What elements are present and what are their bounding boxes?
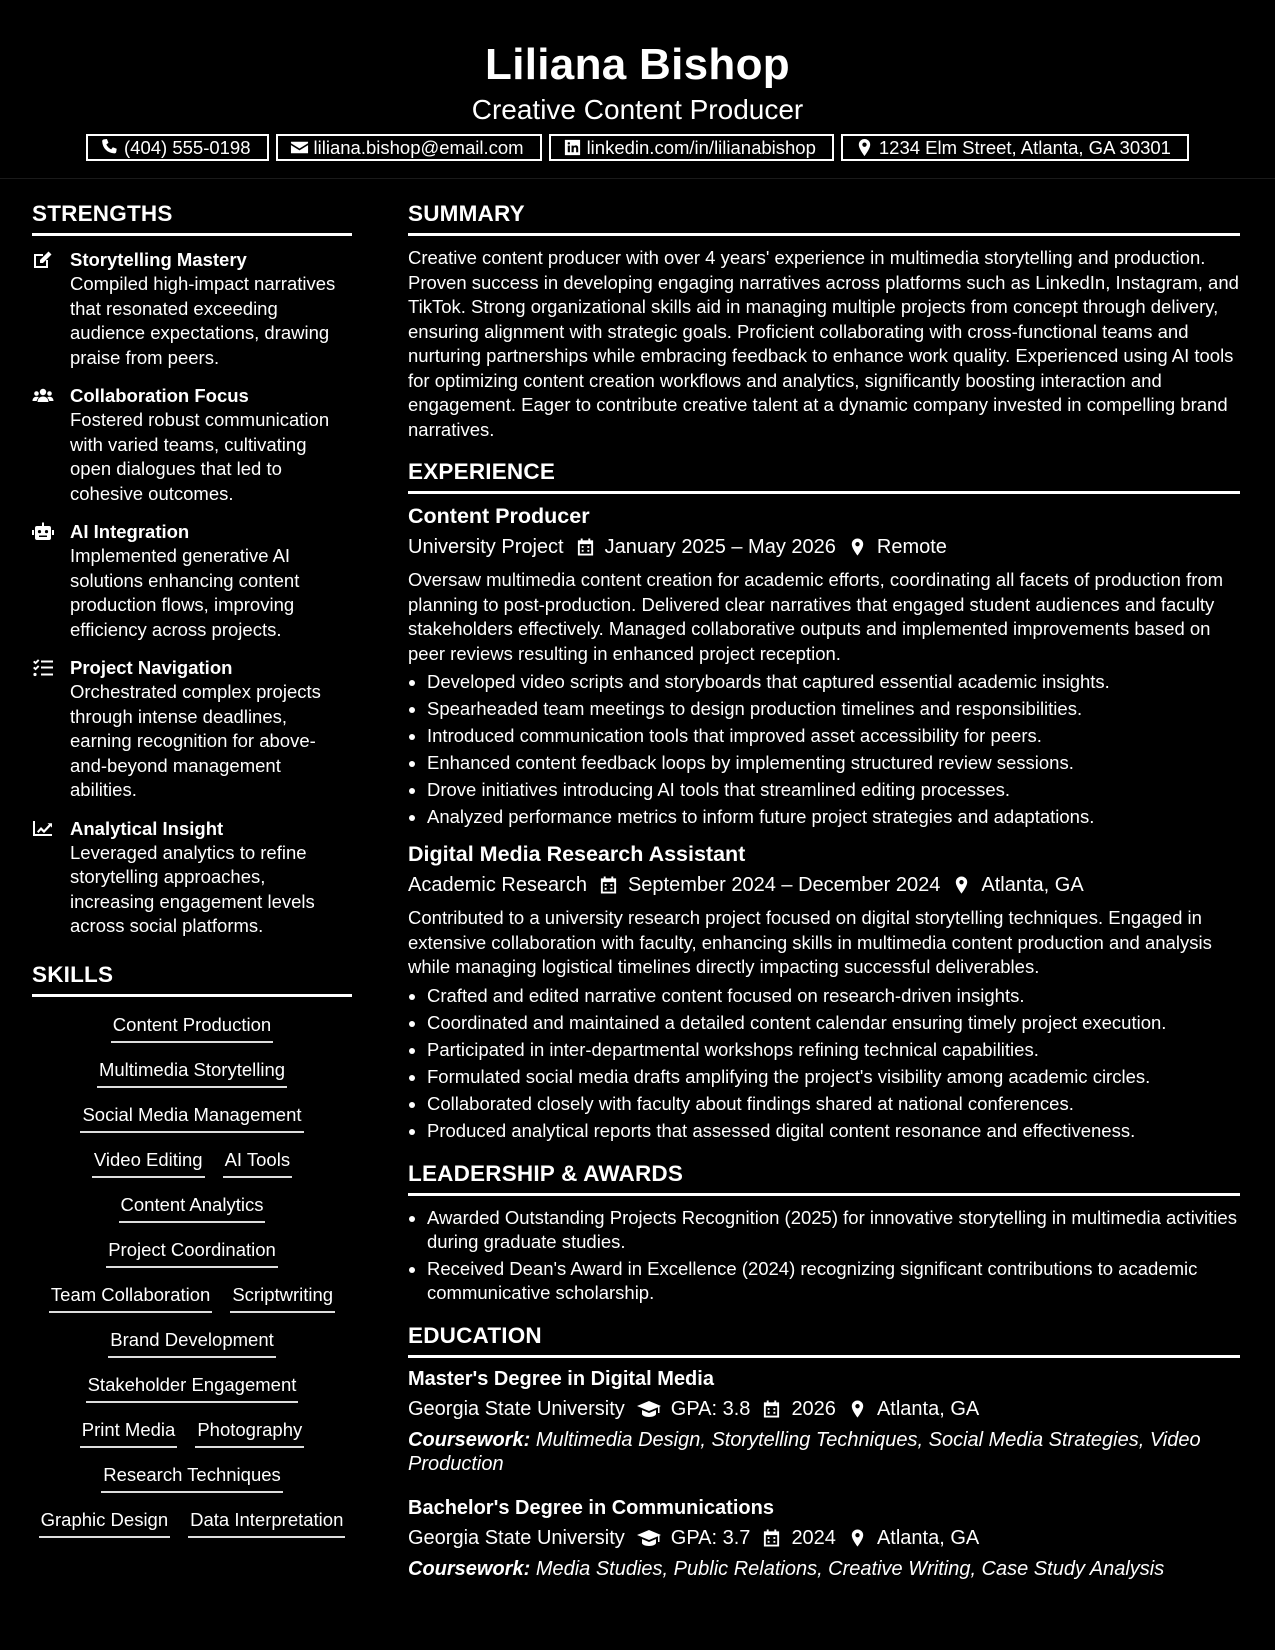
skill-row bbox=[32, 1103, 352, 1148]
degree-gpa: GPA: 3.8 bbox=[670, 1397, 751, 1420]
degree-year: 2026 bbox=[791, 1397, 836, 1420]
skill-row bbox=[32, 1013, 352, 1058]
envelope-icon bbox=[290, 138, 309, 157]
degree-coursework bbox=[408, 1428, 1240, 1477]
degree-location: Atlanta, GA bbox=[876, 1526, 980, 1549]
skill-row bbox=[32, 1508, 352, 1553]
strength-title: Collaboration Focus bbox=[70, 385, 249, 406]
degree-gpa: GPA: 3.7 bbox=[670, 1526, 751, 1549]
job-meta bbox=[408, 870, 1240, 900]
job-location: Remote bbox=[876, 536, 947, 558]
job-entry bbox=[408, 502, 1240, 830]
list-item: • Spearheaded team meetings to design production timelines and responsibilities. bbox=[427, 695, 1240, 722]
list-item: • Awarded Outstanding Projects Recognition (2025) for innovative storytelling in multimedia activities during graduate studies. bbox=[427, 1206, 1240, 1255]
job-dates: September 2024 – December 2024 bbox=[627, 874, 941, 896]
strengths-heading: STRENGTHS bbox=[32, 200, 352, 236]
coursework-text: Multimedia Design, Storytelling Techniques, Social Media Strategies, Video Production bbox=[408, 1428, 1201, 1475]
strength-item bbox=[32, 248, 352, 370]
degree-title: Bachelor's Degree in Communications bbox=[408, 1496, 774, 1519]
job-description: Oversaw multimedia content creation for academic efforts, coordinating all facets of production from planning to post-production. Delivered clear narratives that engaged student audiences and faculty stakeholders effectively. Managed collaborative outputs and implemented improvements based on peer reviews resulting in enhanced project reception. bbox=[408, 569, 1224, 664]
list-item: • Collaborated closely with faculty about findings shared at national conferences. bbox=[427, 1090, 1240, 1117]
candidate-role: Creative Content Producer bbox=[471, 94, 804, 125]
skills-heading: SKILLS bbox=[32, 961, 352, 997]
graduation-cap-icon bbox=[637, 1399, 661, 1419]
degree-coursework bbox=[408, 1557, 1240, 1582]
strength-title: AI Integration bbox=[70, 521, 190, 542]
skill-tag: Multimedia Storytelling bbox=[97, 1058, 287, 1088]
contact-address-text: 1234 Elm Street, Atlanta, GA 30301 bbox=[878, 136, 1171, 158]
list-item: • Participated in inter-departmental workshops refining technical capabilities. bbox=[427, 1036, 1240, 1063]
summary-heading: SUMMARY bbox=[408, 200, 1240, 236]
job-dates: January 2025 – May 2026 bbox=[604, 536, 836, 558]
list-item: • Introduced communication tools that improved asset accessibility for peers. bbox=[427, 722, 1240, 749]
sidebar bbox=[32, 200, 352, 1553]
graduation-cap-icon bbox=[637, 1528, 661, 1548]
contact-bar bbox=[0, 134, 1275, 161]
skill-tag: Team Collaboration bbox=[49, 1283, 212, 1313]
resume-header bbox=[0, 0, 1275, 179]
strength-title: Storytelling Mastery bbox=[70, 249, 247, 270]
degree-meta bbox=[408, 1394, 1240, 1424]
linkedin-icon bbox=[563, 138, 582, 157]
skill-tag: Project Coordination bbox=[106, 1238, 278, 1268]
list-item: • Received Dean's Award in Excellence (2024) recognizing significant contributions to academic communicative scholarship. bbox=[427, 1257, 1240, 1306]
robot-icon bbox=[32, 522, 54, 542]
skill-tag: Photography bbox=[195, 1418, 304, 1448]
skill-row bbox=[32, 1283, 352, 1328]
skill-tag: Stakeholder Engagement bbox=[86, 1373, 299, 1403]
list-item: • Coordinated and maintained a detailed content calendar ensuring timely project execution. bbox=[427, 1009, 1240, 1036]
strength-item bbox=[32, 817, 352, 939]
strength-item bbox=[32, 520, 352, 642]
skill-row bbox=[32, 1148, 352, 1193]
skill-tag: Data Interpretation bbox=[188, 1508, 345, 1538]
main-column bbox=[408, 200, 1240, 1581]
leadership-heading: LEADERSHIP & AWARDS bbox=[408, 1160, 1240, 1196]
list-item: • Formulated social media drafts amplifying the project's visibility among academic circles. bbox=[427, 1063, 1240, 1090]
skill-row bbox=[32, 1418, 352, 1463]
skill-row bbox=[32, 1058, 352, 1103]
skill-tag: AI Tools bbox=[223, 1148, 292, 1178]
map-pin-icon bbox=[855, 138, 874, 157]
skill-row bbox=[32, 1373, 352, 1418]
skill-tag: Graphic Design bbox=[39, 1508, 171, 1538]
degree-title: Master's Degree in Digital Media bbox=[408, 1367, 714, 1390]
experience-heading: EXPERIENCE bbox=[408, 458, 1240, 494]
candidate-name: Liliana Bishop bbox=[485, 40, 790, 89]
contact-email[interactable] bbox=[276, 134, 542, 161]
contact-phone[interactable] bbox=[86, 134, 269, 161]
coursework-label: Coursework: bbox=[408, 1428, 531, 1451]
contact-phone-text: (404) 555-0198 bbox=[124, 136, 251, 158]
degree-location: Atlanta, GA bbox=[876, 1397, 980, 1420]
skill-tag: Research Techniques bbox=[101, 1463, 283, 1493]
list-check-icon bbox=[32, 658, 54, 678]
users-icon bbox=[32, 386, 54, 406]
job-description: Contributed to a university research project focused on digital storytelling techniques. Engaged in extensive collaboration with faculty, enhancing skills in multimedia content production and analysis while managing logistical timelines directly impacting successful deliverables. bbox=[408, 907, 1212, 977]
awards-list bbox=[408, 1206, 1240, 1306]
contact-email-text: liliana.bishop@email.com bbox=[313, 136, 524, 158]
list-item: • Enhanced content feedback loops by implementing structured review sessions. bbox=[427, 749, 1240, 776]
job-bullets bbox=[408, 982, 1240, 1144]
calendar-icon bbox=[576, 537, 595, 557]
skill-tag: Content Analytics bbox=[119, 1193, 266, 1223]
coursework-label: Coursework: bbox=[408, 1557, 531, 1580]
degree-entry bbox=[408, 1495, 1240, 1582]
job-title: Digital Media Research Assistant bbox=[408, 842, 746, 866]
skills-section bbox=[32, 961, 352, 1553]
degree-school: Georgia State University bbox=[408, 1397, 625, 1420]
strength-title: Analytical Insight bbox=[70, 817, 224, 839]
contact-linkedin-text: linkedin.com/in/lilianabishop bbox=[586, 136, 816, 158]
edit-icon bbox=[32, 250, 54, 270]
skill-tag: Scriptwriting bbox=[230, 1283, 335, 1313]
strength-title: Project Navigation bbox=[70, 657, 233, 678]
job-org: University Project bbox=[408, 536, 564, 558]
strength-item bbox=[32, 656, 352, 803]
job-location: Atlanta, GA bbox=[981, 874, 1084, 896]
phone-icon bbox=[100, 138, 119, 157]
education-heading: EDUCATION bbox=[408, 1322, 1240, 1358]
list-item: • Drove initiatives introducing AI tools that streamlined editing processes. bbox=[427, 776, 1240, 803]
strength-item bbox=[32, 384, 352, 506]
degree-year: 2024 bbox=[791, 1526, 836, 1549]
strength-desc: Orchestrated complex projects through intense deadlines, earning recognition for above-and-beyond management abilities. bbox=[70, 681, 321, 800]
strength-desc: Leveraged analytics to refine storytelling approaches, increasing engagement levels across social platforms. bbox=[70, 841, 315, 936]
list-item: • Analyzed performance metrics to inform future project strategies and adaptations. bbox=[427, 803, 1240, 830]
skill-row bbox=[32, 1328, 352, 1373]
degree-meta bbox=[408, 1523, 1240, 1553]
strength-desc: Implemented generative AI solutions enhancing content production flows, improving efficiency across projects. bbox=[70, 545, 300, 640]
map-pin-icon bbox=[848, 537, 867, 557]
strength-desc: Compiled high-impact narratives that resonated exceeding audience expectations, drawing praise from peers. bbox=[70, 273, 336, 368]
map-pin-icon bbox=[952, 875, 971, 895]
skill-tag: Brand Development bbox=[108, 1328, 276, 1358]
coursework-text: Media Studies, Public Relations, Creative Writing, Case Study Analysis bbox=[535, 1557, 1165, 1580]
strength-desc: Fostered robust communication with varied teams, cultivating open dialogues that led to cohesive outcomes. bbox=[70, 409, 330, 504]
skill-row bbox=[32, 1193, 352, 1238]
contact-address[interactable] bbox=[841, 134, 1189, 161]
job-entry bbox=[408, 840, 1240, 1144]
skill-tag: Print Media bbox=[80, 1418, 178, 1448]
summary-text: Creative content producer with over 4 years' experience in multimedia storytelling and production. Proven success in developing engaging narratives across platforms such as LinkedIn, Instagram, and TikTok. Strong organizational skills aid in managing multiple projects from concept through delivery, ensuring alignment with strategic goals. Proficient collaborating with cross-functional teams and nurturing partnerships while embracing feedback to enhance work quality. Experienced using AI tools for optimizing content creation workflows and analytics, significantly boosting interaction and engagement. Eager to contribute creative talent at a dynamic company invested in compelling brand narratives. bbox=[408, 247, 1239, 440]
calendar-icon bbox=[762, 1528, 781, 1548]
skill-row bbox=[32, 1463, 352, 1508]
list-item: • Developed video scripts and storyboards that captured essential academic insights. bbox=[427, 668, 1240, 695]
skill-row bbox=[32, 1238, 352, 1283]
map-pin-icon bbox=[848, 1528, 867, 1548]
skill-tag: Video Editing bbox=[92, 1148, 205, 1178]
calendar-icon bbox=[599, 875, 618, 895]
list-item: • Crafted and edited narrative content focused on research-driven insights. bbox=[427, 982, 1240, 1009]
job-meta bbox=[408, 532, 1240, 562]
skill-tag: Social Media Management bbox=[80, 1103, 303, 1133]
list-item: • Produced analytical reports that assessed digital content resonance and effectiveness. bbox=[427, 1117, 1240, 1144]
skill-tag: Content Production bbox=[111, 1013, 273, 1043]
chart-line-icon bbox=[32, 819, 54, 839]
job-bullets bbox=[408, 668, 1240, 830]
map-pin-icon bbox=[848, 1399, 867, 1419]
degree-school: Georgia State University bbox=[408, 1526, 625, 1549]
degree-entry bbox=[408, 1366, 1240, 1477]
job-title: Content Producer bbox=[408, 504, 590, 528]
contact-linkedin[interactable] bbox=[549, 134, 834, 161]
calendar-icon bbox=[762, 1399, 781, 1419]
job-org: Academic Research bbox=[408, 874, 587, 896]
